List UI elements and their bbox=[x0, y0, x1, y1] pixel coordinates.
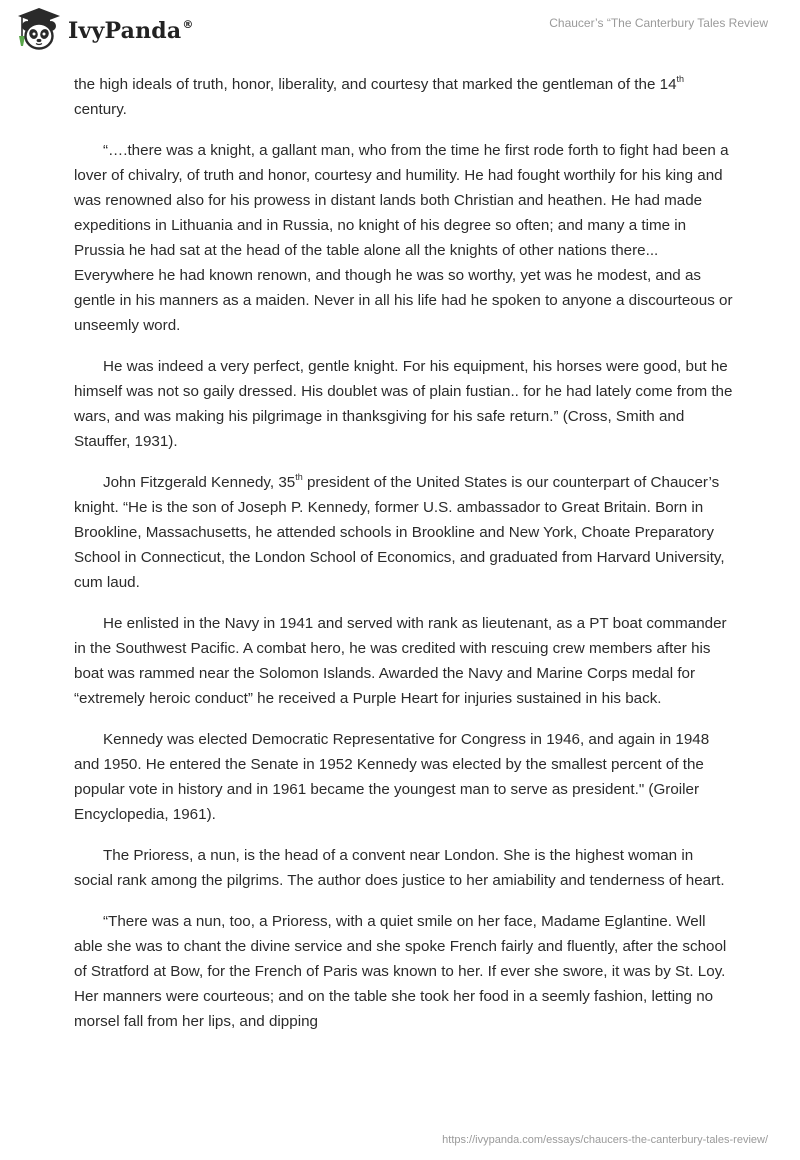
panda-graduate-icon bbox=[14, 6, 64, 54]
essay-body bbox=[74, 72, 734, 1050]
page-header bbox=[0, 0, 800, 60]
registered-mark: ® bbox=[182, 18, 194, 31]
source-url[interactable]: https://ivypanda.com/essays/chaucers-the-canterbury-tales-review/ bbox=[442, 1134, 768, 1146]
paragraph-2: “….there was a knight, a gallant man, who from the time he first rode forth to fight had been a lover of chivalry, of truth and honor, courtesy and humility. He had fought worthily for his king and was renowned also for his prowess in distant lands both Christian and heathen. He had made expeditions in Lithuania and in Russia, no knight of his degree so often; and many a time in Prussia he had sat at the head of the table alone all the knights of other nations there... Everywhere he had known renown, and though he was so worthy, yet was he modest, and as gentle in his manners as a maiden. Never in all his life had he spoken to anyone a discourteous or unseemly word. bbox=[74, 142, 733, 334]
paragraph-8: “There was a nun, too, a Prioress, with a quiet smile on her face, Madame Eglantine. Well able she was to chant the divine service and she spoke French fairly and fluently, after the school of Stratford at Bow, for the French of Paris was known to her. If ever she swore, it was by St. Loy. Her manners were courteous; and on the table she took her food in a seemly fashion, letting no morsel fall from her lips, and dipping bbox=[74, 913, 727, 1030]
paragraph-3: He was indeed a very perfect, gentle knight. For his equipment, his horses were good, but he himself was not so gaily dressed. His doublet was of plain fustian.. for he had lately come from the wars, and was making his pilgrimage in thanksgiving for his safe return.” (Cross, Smith and Stauffer, 1931). bbox=[74, 358, 733, 450]
paragraph-5: He enlisted in the Navy in 1941 and served with rank as lieutenant, as a PT boat commander in the Southwest Pacific. A combat hero, he was credited with rescuing crew members after his boat was rammed near the Solomon Islands. Awarded the Navy and Marine Corps medal for “extremely heroic conduct” he received a Purple Heart for injuries sustained in his back. bbox=[74, 615, 727, 707]
brand-name: IvyPanda® bbox=[68, 18, 194, 44]
paragraph-1: the high ideals of truth, honor, liberality, and courtesy that marked the gentleman of the 14th century. bbox=[74, 73, 685, 118]
paragraph-6: Kennedy was elected Democratic Representative for Congress in 1946, and again in 1948 and 1950. He entered the Senate in 1952 Kennedy was elected by the smallest percent of the popular vote in history and in 1961 became the youngest man to serve as president." (Groiler Encyclopedia, 1961). bbox=[74, 731, 710, 823]
paragraph-4: John Fitzgerald Kennedy, 35th president of the United States is our counterpart of Chaucer’s knight. “He is the son of Joseph P. Kennedy, former U.S. ambassador to Great Britain. Born in Brookline, Massachusetts, he attended schools in Brookline and New York, Choate Preparatory School in Connecticut, the London School of Economics, and graduated from Harvard University, cum laud. bbox=[74, 471, 725, 591]
paragraph-7: The Prioress, a nun, is the head of a convent near London. She is the highest woman in social rank among the pilgrims. The author does justice to her amiability and tenderness of heart. bbox=[74, 847, 725, 889]
document-title: Chaucer’s “The Canterbury Tales Review bbox=[549, 16, 768, 30]
brand-logo[interactable] bbox=[14, 6, 194, 54]
